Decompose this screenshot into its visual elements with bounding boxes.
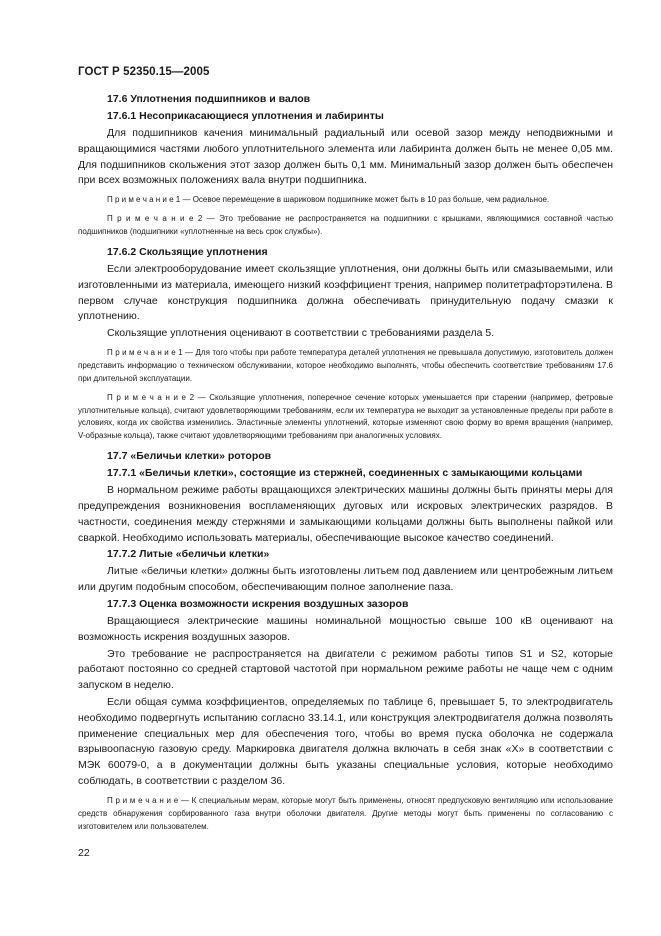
note-label: П р и м е ч а н и е 2 [107,392,195,402]
note-label: П р и м е ч а н и е [107,795,179,805]
body-paragraph: В нормальном режиме работы вращающихся электрических машины должны быть приняты меры для предупреждения возникновения воспламеняющих дуговых или искровых электрических разрядов. В частности, соединения между стержнями и замыкающими кольцами должны быть выполнены пайкой или сваркой. Необходимо использовать материалы, обеспечивающие высокое качество соединений. [78,484,613,544]
body-paragraph: Скользящие уплотнения оценивают в соответствии с требованиями раздела 5. [107,327,495,340]
note-label: П р и м е ч а н и е 2 [107,214,203,224]
body-paragraph: Вращающиеся электрические машины номинальной мощностью свыше 100 кВ оценивают на возможность искрения воздушных зазоров. [78,615,613,643]
body-paragraph: Это требование не распространяется на двигатели с режимом работы типов S1 и S2, которые работают постоянно со средней стартовой частотой при нормальном режиме работы не чаще чем с одним запуском в неделю. [78,647,613,692]
note-label: П р и м е ч а н и е 1 [107,347,183,357]
subsection-heading: 17.7.1 «Беличьи клетки», состоящие из стержней, соединенных с замыкающими кольцами [107,467,583,480]
body-paragraph: Если электрооборудование имеет скользящие уплотнения, они должны быть или смазываемыми, или изготовленными из материала, имеющего низкий коэффициент трения, например политетрафторэтилена. В первом случае конструкция подшипника должна обеспечивать принудительную подачу смазки к уплотнению. [78,262,613,323]
note [78,347,613,386]
note-text: — Осевое перемещение в шариковом подшипнике может быть в 10 раз больше, чем радиальное. [180,195,550,205]
subsection-heading: 17.6.1 Несоприкасающиеся уплотнения и лабиринты [107,110,384,122]
subsection-heading: 17.7.3 Оценка возможности искрения воздушных зазоров [107,598,409,611]
body-paragraph: Если общая сумма коэффициентов, определяемых по таблице 6, превышает 5, то электродвигатель необходимо подвергнуть испытанию согласно 33.14.1, или конструкция электродвигателя должна позволять применение специальных мер для обеспечения того, чтобы во время пуска оболочка не содержала взрывоопасную газовую среду. Маркировка двигателя должна включать в себя знак «Х» в соответствии с МЭК 60079-0, а в документации должны быть указаны специальные условия, которые необходимо соблюдать, в соответствии с разделом 36. [78,696,613,787]
note-label: П р и м е ч а н и е 1 [107,195,181,205]
note [78,213,613,239]
section-heading: 17.6 Уплотнения подшипников и валов [107,93,311,105]
subsection-heading: 17.7.2 Литые «беличьи клетки» [107,548,270,561]
body-paragraph: Для подшипников качения минимальный радиальный или осевой зазор между неподвижными и вращающимися частями любого уплотнительного элемента или лабиринта должен быть не менее 0,05 мм. Для подшипников скольжения этот зазор должен быть 0,1 мм. Минимальный зазор должен быть обеспечен при всех возможных положениях вала внутри подшипника. [78,127,613,187]
note-text: — К специальным мерам, которые могут быть применены, относят предпусковую вентиляцию или использование средств обнаружения сорбированного газа внутри оболочки двигателя. Другие методы могут быть применены по согласованию с изготовителем или пользователем. [78,795,613,831]
body-paragraph: Литые «беличьи клетки» должны быть изготовлены литьем под давлением или центробежным литьем или другим подобным способом, обеспечивающим полное заполнение паза. [78,565,613,594]
note-text: — Скользящие уплотнения, поперечное сечение которых уменьшается при старении (например, фетровые уплотнительные кольца), считают удовлетворяющими требованиям, если их температура не выходит за установленные пределы при работе в условиях, когда их свойства изменились. Эластичные элементы уплотнений, которые изменяют свою форму во время вращения (например, V-образные кольца), также считают удовлетворяющими требованиям при аналогичных условиях. [78,392,613,441]
note [78,795,613,834]
subsection-heading: 17.6.2 Скользящие уплотнения [107,245,268,258]
note-text: — Это требование не распространяется на подшипники с крышками, являющимися составной частью подшипников (подшипники «уплотненные на весь срок службы»). [78,214,613,236]
document-header: ГОСТ Р 52350.15—2005 [78,66,210,78]
page-number: 22 [78,847,90,859]
note-text: — Для того чтобы при работе температура деталей уплотнения не превышала допустимую, изготовитель должен представить информацию о техническом обслуживании, которое необходимо выполнять, чтобы обеспечить соответствие требованиям 17.6 при длительной эксплуатации. [78,347,613,383]
note [78,392,613,444]
note [78,194,613,207]
document-body [78,92,613,840]
section-heading: 17.7 «Беличьи клетки» роторов [107,450,272,463]
